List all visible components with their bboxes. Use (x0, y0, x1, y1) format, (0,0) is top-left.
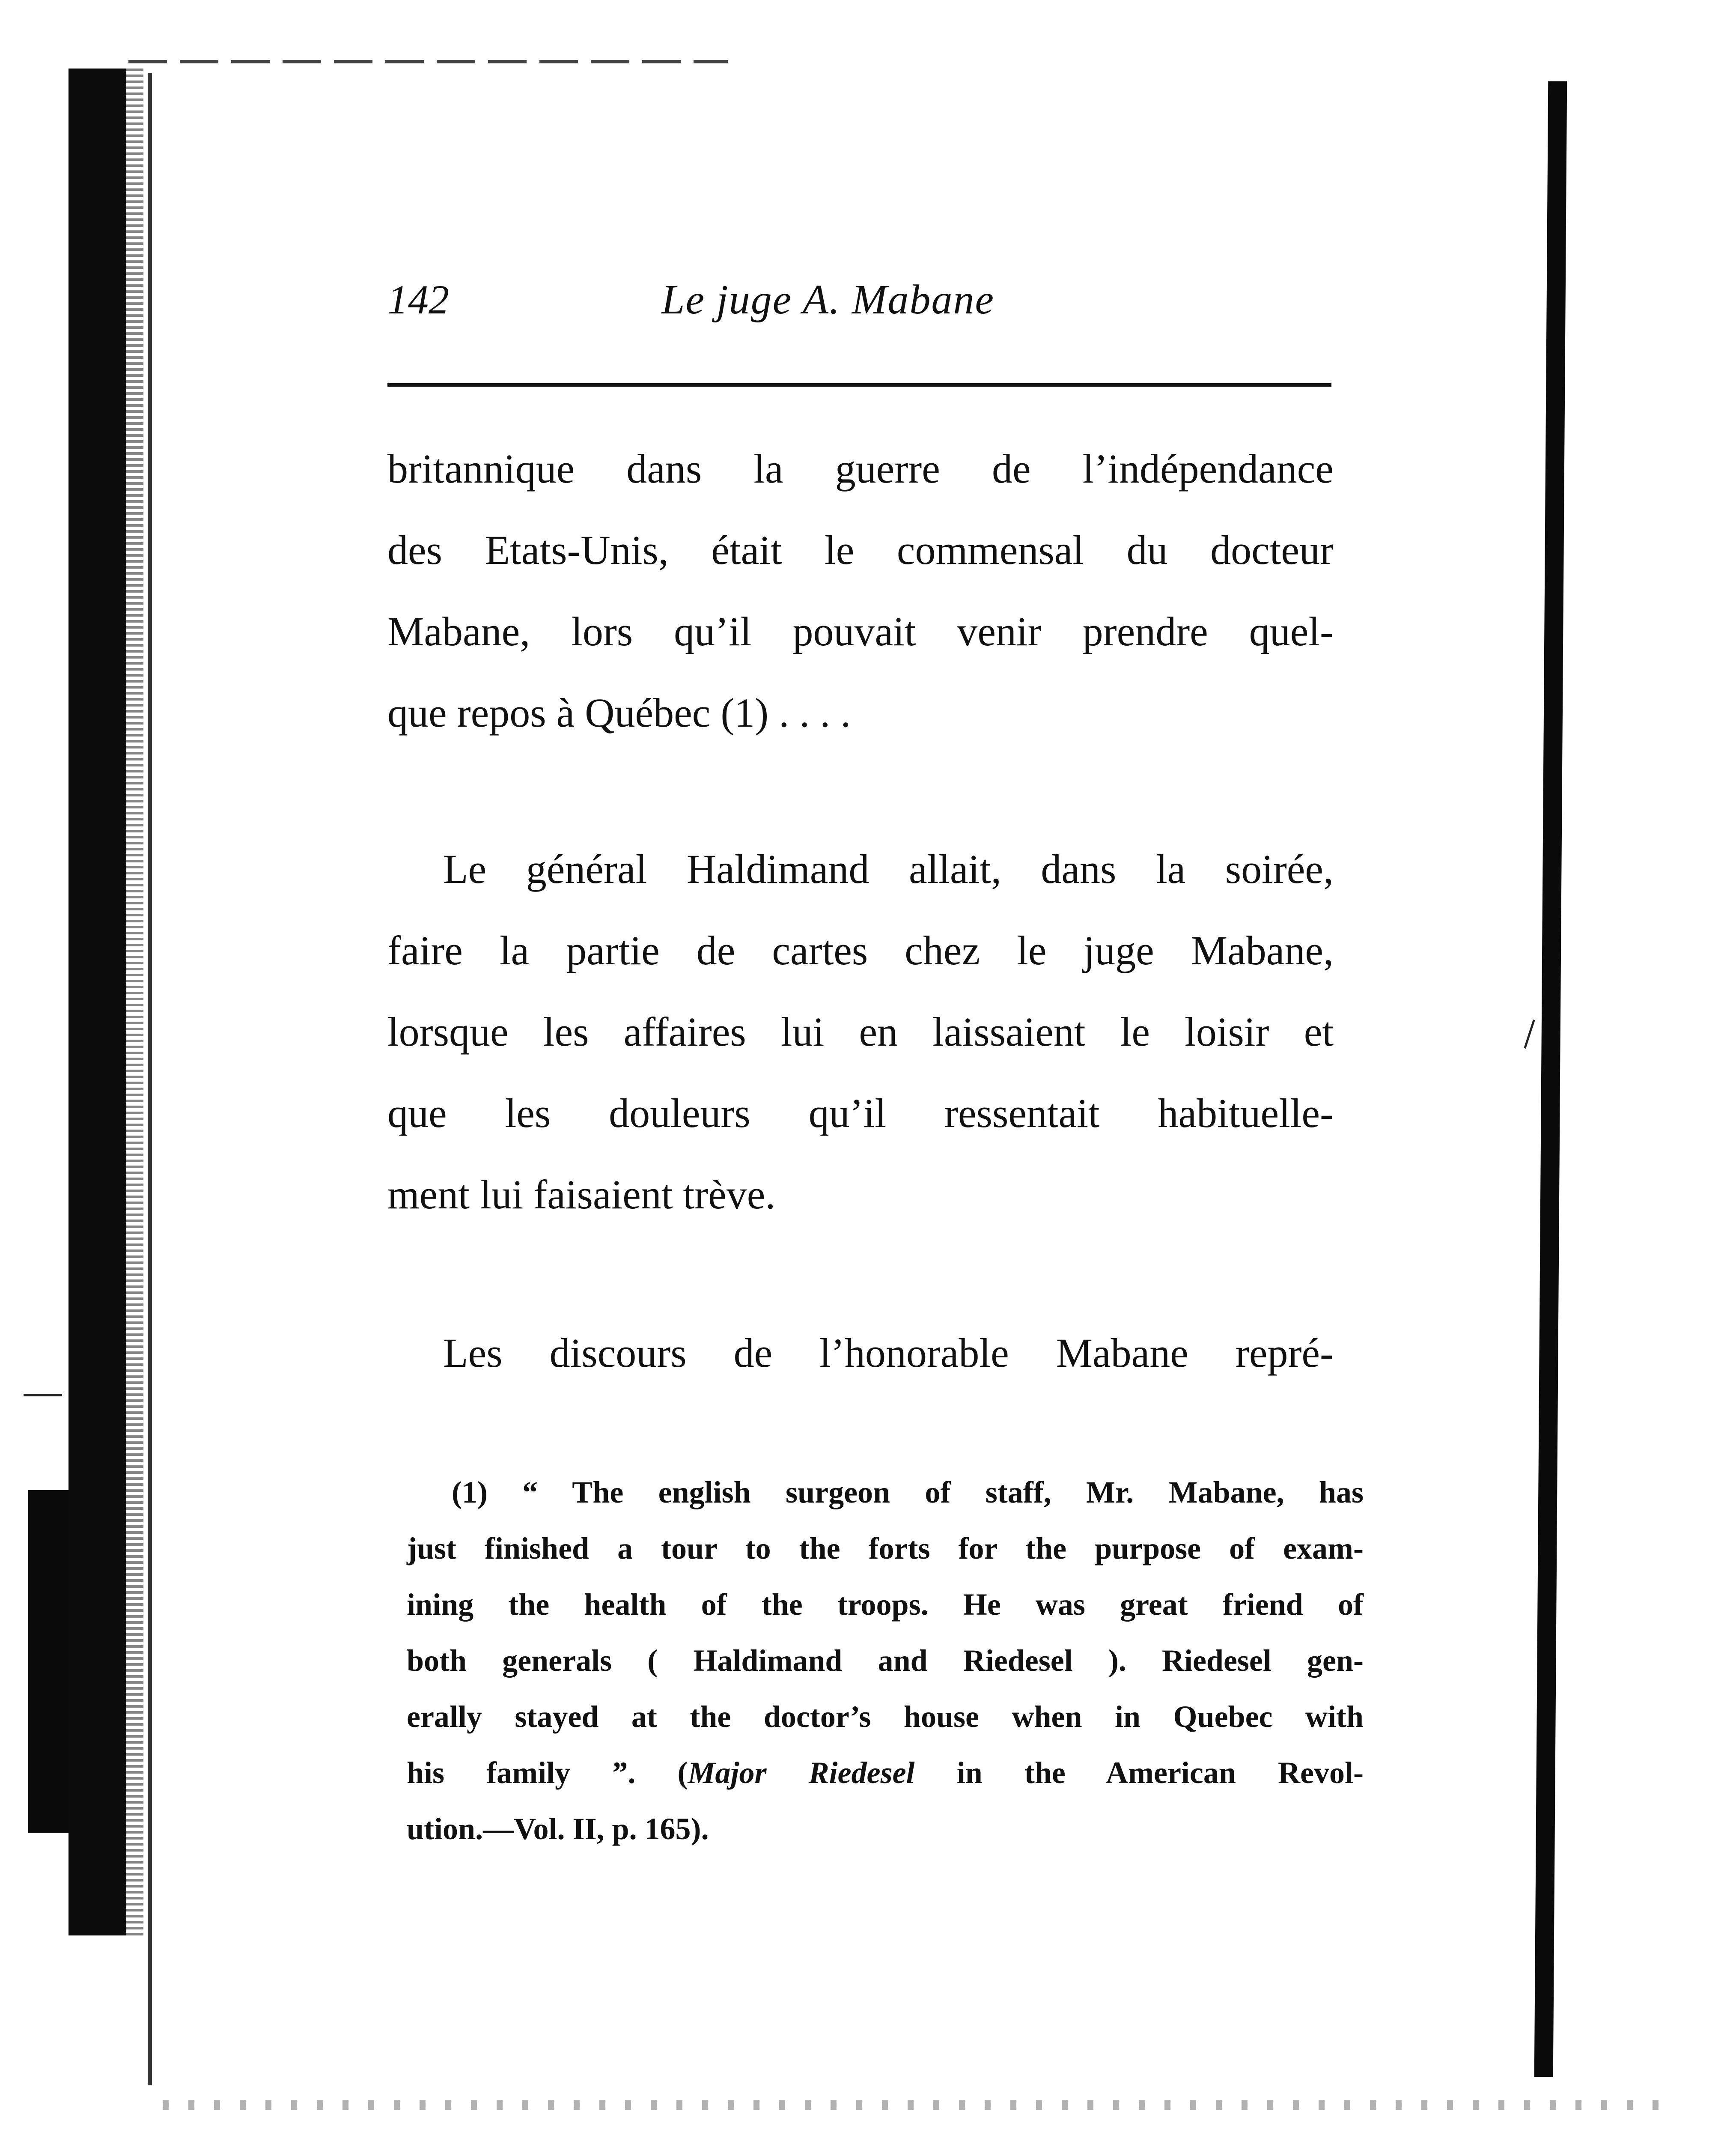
scan-dark-block (28, 1490, 68, 1833)
footnote-text: in the American Revol- (914, 1756, 1364, 1790)
scan-binding-speckle (126, 69, 143, 1935)
text-line: ment lui faisaient trève. (387, 1172, 776, 1217)
footnote-line: (1) “ The english surgeon of staff, Mr. Mabane, has (452, 1475, 1364, 1509)
scan-page-edge-right (1534, 81, 1567, 2077)
text-line: des Etats-Unis, était le commensal du docteur (387, 527, 1334, 573)
scan-stray-mark (1524, 1020, 1535, 1049)
scan-binding-shadow (68, 69, 126, 1935)
text-line: britannique dans la guerre de l’indépendance (387, 446, 1334, 492)
footnote (407, 1464, 1364, 1857)
footnote-line: ution.—Vol. II, p. 165). (407, 1812, 709, 1846)
scan-tick-mark (24, 1394, 62, 1396)
paragraph-3 (387, 1312, 1334, 1394)
footnote-line: erally stayed at the doctor’s house when in Quebec with (407, 1700, 1364, 1734)
running-title: Le juge A. Mabane (661, 277, 995, 323)
paragraph-1 (387, 428, 1334, 754)
footnote-line: just finished a tour to the forts for the purpose of exam- (407, 1531, 1364, 1565)
text-line: Le général Haldimand allait, dans la soirée, (443, 846, 1334, 892)
text-line: Mabane, lors qu’il pouvait venir prendre quel- (387, 608, 1334, 654)
footnote-line: both generals ( Haldimand and Riedesel ). Riedesel gen- (407, 1643, 1364, 1678)
header-rule (387, 383, 1331, 387)
scan-top-edge (128, 60, 728, 63)
text-line: Les discours de l’honorable Mabane repré- (443, 1330, 1334, 1376)
text-line: que repos à Québec (1) . . . . (387, 690, 851, 736)
text-line: que les douleurs qu’il ressentait habituelle- (387, 1090, 1334, 1136)
footnote-line (407, 1745, 1364, 1801)
text-line: lorsque les affaires lui en laissaient le loisir et (387, 1009, 1334, 1055)
footnote-citation-title: Major Riedesel (688, 1756, 915, 1790)
text-line: faire la partie de cartes chez le juge Mabane, (387, 927, 1334, 973)
page-number: 142 (387, 277, 449, 322)
scan-bottom-noise (163, 2100, 1661, 2110)
running-header (387, 274, 1331, 325)
footnote-text: his family ”. ( (407, 1756, 688, 1790)
paragraph-2 (387, 829, 1334, 1235)
scan-page-edge-left (148, 73, 152, 2085)
footnote-line: ining the health of the troops. He was great friend of (407, 1587, 1364, 1622)
